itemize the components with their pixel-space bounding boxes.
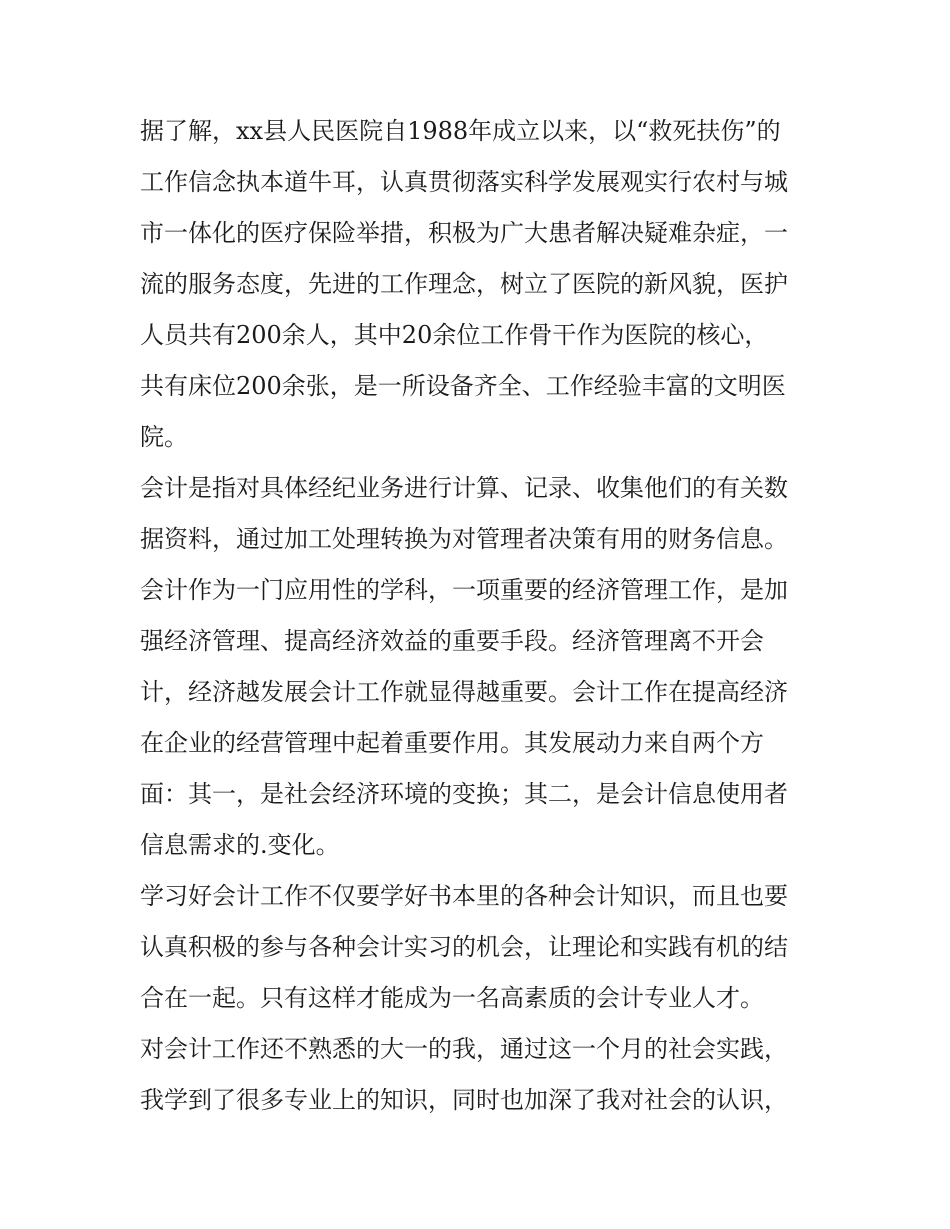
document-body: [140, 106, 820, 1126]
text-line: 据了解，xx县人民医院自1988年成立以来，以“救死扶伤”的: [140, 117, 781, 145]
text-line: 流的服务态度，先进的工作理念，树立了医院的新风貌，医护: [140, 270, 788, 298]
text-line: 学习好会计工作不仅要学好书本里的各种会计知识，而且也要: [140, 882, 788, 910]
text-line: 市一体化的医疗保险举措，积极为广大患者解决疑难杂症，一: [140, 219, 788, 247]
text-line: 院。: [140, 423, 188, 451]
text-line: 会计是指对具体经纪业务进行计算、记录、收集他们的有关数: [140, 474, 788, 502]
text-line: 强经济管理、提高经济效益的重要手段。经济管理离不开会: [140, 627, 764, 655]
text-line: 信息需求的.变化。: [140, 831, 340, 859]
text-line: 在企业的经营管理中起着重要作用。其发展动力来自两个方: [140, 729, 764, 757]
text-line: 面：其一，是社会经济环境的变换；其二，是会计信息使用者: [140, 780, 788, 808]
text-line: 人员共有200余人，其中20余位工作骨干作为医院的核心，: [140, 321, 769, 349]
text-line: 工作信念执本道牛耳，认真贯彻落实科学发展观实行农村与城: [140, 168, 788, 196]
text-line: 共有床位200余张，是一所设备齐全、工作经验丰富的文明医: [140, 372, 786, 400]
text-line: 我学到了很多专业上的知识，同时也加深了我对社会的认识，: [140, 1086, 788, 1114]
text-line: 计，经济越发展会计工作就显得越重要。会计工作在提高经济: [140, 678, 788, 706]
text-line: 会计作为一门应用性的学科，一项重要的经济管理工作，是加: [140, 576, 788, 604]
text-line: 对会计工作还不熟悉的大一的我，通过这一个月的社会实践，: [140, 1035, 788, 1063]
text-line: 合在一起。只有这样才能成为一名高素质的会计专业人才。: [140, 984, 764, 1012]
text-line: 认真积极的参与各种会计实习的机会，让理论和实践有机的结: [140, 933, 788, 961]
text-line: 据资料，通过加工处理转换为对管理者决策有用的财务信息。: [140, 525, 788, 553]
